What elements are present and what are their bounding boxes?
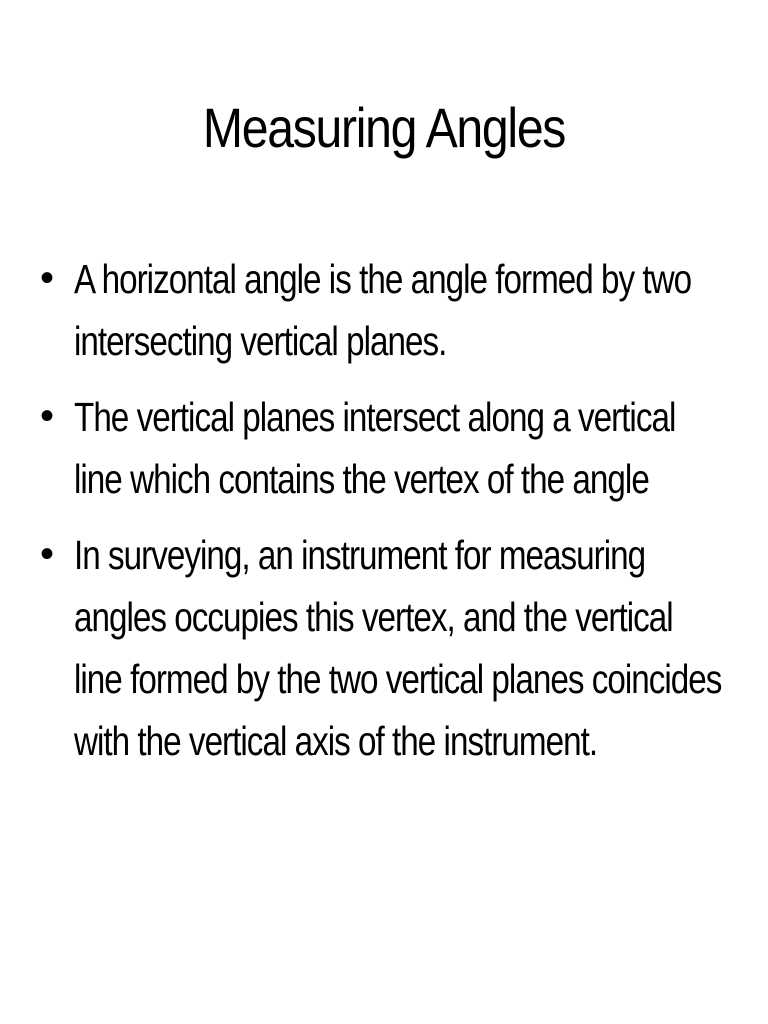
bullet-item	[40, 248, 740, 372]
bullet-text: A horizontal angle is the angle formed by two intersecting vertical planes.	[74, 256, 692, 364]
bullet-icon: •	[40, 532, 55, 576]
bullet-text: The vertical planes intersect along a vertical line which contains the vertex of the angle	[74, 394, 676, 502]
bullet-text: In surveying, an instrument for measuring angles occupies this vertex, and the vertical line formed by the two vertical planes coincides with the vertical axis of the instrument.	[74, 532, 722, 764]
slide-title: Measuring Angles	[202, 96, 566, 159]
bullet-icon: •	[40, 256, 55, 300]
bullet-item	[40, 524, 740, 772]
bullet-list	[40, 248, 740, 786]
bullet-item	[40, 386, 740, 510]
bullet-icon: •	[40, 394, 55, 438]
